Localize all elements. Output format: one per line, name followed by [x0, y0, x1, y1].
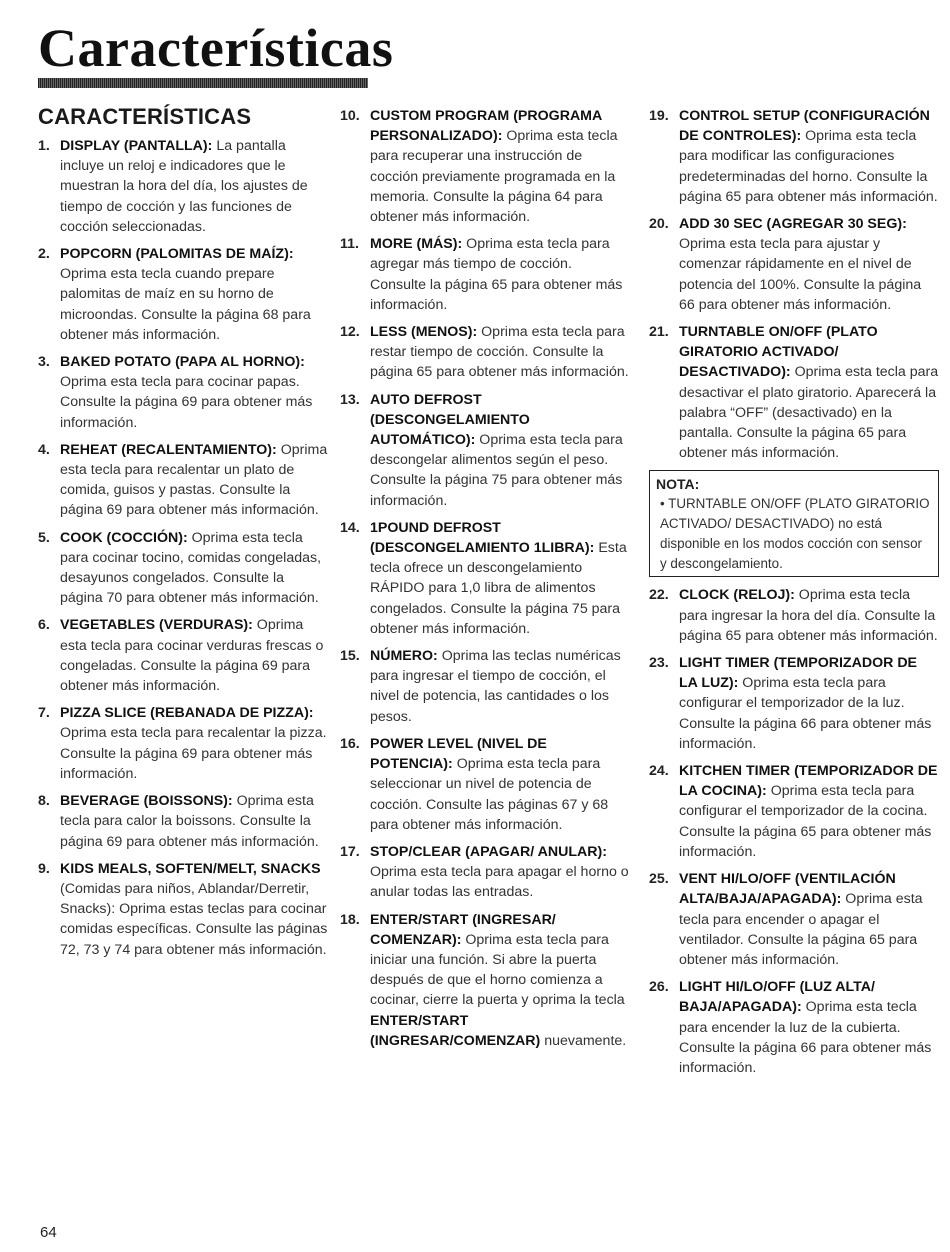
feature-item-20 — [649, 214, 939, 315]
column-2 — [340, 106, 630, 1058]
item-number: 12. — [340, 324, 360, 341]
item-number: 5. — [38, 529, 50, 546]
feature-item-17 — [340, 842, 630, 903]
item-description: Oprima esta tecla para desactivar el plato giratorio. Aparecerá la palabra “OFF” (desactivado) en la pantalla. Consulte la página 65 para obtener más información. — [679, 364, 939, 462]
item-number: 26. — [649, 979, 669, 996]
item-description: Oprima esta tecla para configurar el temporizador de la luz. Consulte la página 66 para obtener más información. — [679, 675, 932, 752]
item-heading: ENTER/START (INGRESAR/ COMENZAR): — [370, 911, 556, 948]
item-number: 22. — [649, 587, 669, 604]
item-number: 9. — [38, 860, 50, 877]
feature-item-2 — [38, 244, 328, 345]
column-1 — [38, 104, 328, 967]
item-heading: POPCORN (PALOMITAS DE MAÍZ): — [60, 246, 294, 263]
feature-item-22 — [649, 585, 939, 646]
item-number: 23. — [649, 655, 669, 672]
item-heading: VEGETABLES (VERDURAS): — [60, 617, 253, 634]
feature-item-6 — [38, 615, 328, 696]
item-heading: POWER LEVEL (NIVEL DE POTENCIA): — [370, 735, 547, 773]
note-title: NOTA: — [656, 476, 700, 493]
item-number: 3. — [38, 354, 50, 371]
feature-item-3 — [38, 352, 328, 433]
item-heading: LESS (MENOS): — [370, 324, 478, 341]
item-heading: LIGHT TIMER (TEMPORIZADOR DE LA LUZ): — [679, 655, 918, 692]
item-description: Oprima esta tecla para recuperar una instrucción de cocción previamente programada en la memoria. Consulte la página 64 para obtener más información. — [370, 128, 618, 226]
item-heading: CLOCK (RELOJ): — [679, 587, 795, 604]
item-heading: PIZZA SLICE (REBANADA DE PIZZA): — [60, 705, 314, 722]
item-heading: 1POUND DEFROST (DESCONGELAMIENTO 1LIBRA): — [370, 519, 595, 557]
feature-item-23 — [649, 653, 939, 754]
item-number: 10. — [340, 108, 360, 124]
item-description: La pantalla incluye un reloj e indicadores que le muestran la hora del día, los ajustes de tiempo de cocción y las funciones de cocción seleccionadas. — [60, 138, 308, 235]
item-description: Oprima esta tecla para encender la luz de la cubierta. Consulte la página 66 para obtener más información. — [679, 999, 932, 1076]
feature-item-4 — [38, 440, 328, 521]
feature-item-9 — [38, 859, 328, 960]
item-heading: LIGHT HI/LO/OFF (LUZ ALTA/ BAJA/APAGADA): — [679, 979, 875, 1016]
item-description: Oprima esta tecla para recalentar la pizza. Consulte la página 69 para obtener más información. — [60, 725, 327, 782]
feature-item-24 — [649, 761, 939, 862]
item-heading: VENT HI/LO/OFF (VENTILACIÓN ALTA/BAJA/APAGADA): — [679, 871, 896, 908]
section-heading: CARACTERÍSTICAS — [38, 104, 252, 129]
item-number: 17. — [340, 843, 360, 860]
feature-item-15 — [340, 646, 630, 727]
item-number: 2. — [38, 246, 50, 263]
note-text: • TURNTABLE ON/OFF (PLATO GIRATORIO ACTIVADO/ DESACTIVADO) no está disponible en los modos cocción con sensor y descongelamiento. — [660, 496, 930, 572]
item-number: 25. — [649, 871, 669, 888]
item-heading: CUSTOM PROGRAM (PROGRAMA PERSONALIZADO): — [370, 108, 602, 145]
item-number: 4. — [38, 441, 50, 458]
item-heading: DISPLAY (PANTALLA): — [60, 138, 213, 154]
item-description: Oprima esta tecla para modificar las configuraciones predeterminadas del horno. Consulte la página 65 para obtener más información. — [679, 128, 938, 205]
item-number: 13. — [340, 391, 360, 408]
item-inline-key-name: ENTER/START (INGRESAR/COMENZAR) — [370, 1012, 541, 1049]
item-heading: NÚMERO: — [370, 648, 438, 665]
item-number: 6. — [38, 617, 50, 634]
feature-item-5 — [38, 528, 328, 609]
item-heading: MORE (MÁS): — [370, 236, 463, 253]
item-description: Oprima esta tecla para descongelar alimentos según el peso. Consulte la página 75 para obtener más información. — [370, 432, 623, 509]
feature-item-12 — [340, 322, 630, 383]
item-heading: KITCHEN TIMER (TEMPORIZADOR DE LA COCINA): — [679, 763, 938, 800]
feature-item-19 — [649, 106, 939, 207]
item-heading: TURNTABLE ON/OFF (PLATO GIRATORIO ACTIVADO/ DESACTIVADO): — [679, 324, 878, 381]
feature-item-1 — [38, 136, 328, 237]
item-description: Oprima esta tecla para recalentar un plato de comida, guisos y pastas. Consulte la página 69 para obtener más información. — [60, 441, 328, 519]
item-description: Oprima esta tecla para cocinar tocino, comidas congeladas, desayunos congelados. Consulte la página 70 para obtener más información. — [60, 529, 322, 607]
item-number: 11. — [340, 236, 359, 253]
item-description: Oprima esta tecla para iniciar una función. Si abre la puerta después de que el horno comienza a cocinar, cierre la puerta y oprima la tecla — [370, 931, 625, 1009]
item-heading: CONTROL SETUP (CONFIGURACIÓN DE CONTROLES): — [679, 108, 930, 145]
item-number: 14. — [340, 519, 360, 536]
item-description: (Comidas para niños, Ablandar/Derretir, Snacks): Oprima estas teclas para cocinar comidas específicas. Consulte las páginas 72, 73 y 74 para obtener más información. — [60, 880, 328, 958]
item-heading: ADD 30 SEC (AGREGAR 30 SEG): — [679, 216, 907, 233]
column-3 — [649, 106, 939, 1085]
item-number: 21. — [649, 324, 669, 341]
feature-item-14 — [340, 518, 630, 639]
item-number: 8. — [38, 793, 50, 810]
item-number: 19. — [649, 108, 669, 124]
item-heading: COOK (COCCIÓN): — [60, 529, 188, 546]
item-number: 7. — [38, 705, 50, 722]
feature-item-25 — [649, 869, 939, 970]
feature-item-10 — [340, 106, 630, 227]
item-number: 16. — [340, 735, 360, 752]
title-underline-rule — [38, 78, 368, 88]
feature-item-11 — [340, 234, 630, 315]
item-description: Oprima las teclas numéricas para ingresar el tiempo de cocción, el nivel de potencia, las cantidades o los pesos. — [370, 648, 621, 725]
item-number: 1. — [38, 138, 50, 154]
feature-item-13 — [340, 390, 630, 511]
item-description: Oprima esta tecla para cocinar papas. Consulte la página 69 para obtener más información. — [60, 374, 313, 431]
feature-item-26 — [649, 977, 939, 1078]
item-description: Oprima esta tecla para encender o apagar el ventilador. Consulte la página 65 para obtener más información. — [679, 891, 923, 968]
item-heading: REHEAT (RECALENTAMIENTO): — [60, 441, 277, 458]
item-description: Oprima esta tecla para cocinar verduras frescas o congeladas. Consulte la página 69 para obtener más información. — [60, 617, 324, 695]
item-description: Oprima esta tecla para ingresar la hora del día. Consulte la página 65 para obtener más información. — [679, 587, 938, 644]
item-heading: BAKED POTATO (PAPA AL HORNO): — [60, 354, 305, 371]
feature-item-21 — [649, 322, 939, 463]
page-number: 64 — [40, 1224, 57, 1241]
item-description: Esta tecla ofrece un descongelamiento RÁPIDO para 1,0 libra de alimentos congelados. Consulte la página 75 para obtener más información. — [370, 540, 627, 637]
item-description: Oprima esta tecla para configurar el temporizador de la cocina. Consulte la página 65 para obtener más información. — [679, 783, 932, 860]
item-description: Oprima esta tecla para ajustar y comenzar rápidamente en el nivel de potencia del 100%. Consulte la página 66 para obtener más información. — [679, 236, 922, 313]
feature-item-18 — [340, 910, 630, 1051]
item-heading: STOP/CLEAR (APAGAR/ ANULAR): — [370, 843, 607, 860]
note-box — [649, 470, 939, 577]
item-description: Oprima esta tecla para apagar el horno o anular todas las entradas. — [370, 864, 629, 901]
feature-item-7 — [38, 703, 328, 784]
item-description: Oprima esta tecla para restar tiempo de cocción. Consulte la página 65 para obtener más información. — [370, 324, 629, 381]
item-number: 24. — [649, 763, 669, 780]
item-heading: KIDS MEALS, SOFTEN/MELT, SNACKS — [60, 860, 321, 877]
item-description: Oprima esta tecla para agregar más tiempo de cocción. Consulte la página 65 para obtener más información. — [370, 236, 623, 313]
item-heading: BEVERAGE (BOISSONS): — [60, 793, 233, 810]
page-title: Características — [38, 18, 394, 78]
item-heading: AUTO DEFROST (DESCONGELAMIENTO AUTOMÁTICO): — [370, 391, 530, 449]
item-description: Oprima esta tecla para calor la boissons. Consulte la página 69 para obtener más información. — [60, 793, 319, 850]
item-number: 15. — [340, 648, 360, 665]
item-description: Oprima esta tecla cuando prepare palomitas de maíz en su horno de microondas. Consulte la página 68 para obtener más información. — [60, 266, 311, 343]
item-description-end: nuevamente. — [540, 1032, 627, 1049]
item-number: 20. — [649, 216, 669, 233]
feature-item-8 — [38, 791, 328, 852]
item-description: Oprima esta tecla para seleccionar un nivel de potencia de cocción. Consulte las páginas 67 y 68 para obtener más información. — [370, 756, 609, 833]
item-number: 18. — [340, 911, 360, 928]
feature-item-16 — [340, 734, 630, 835]
